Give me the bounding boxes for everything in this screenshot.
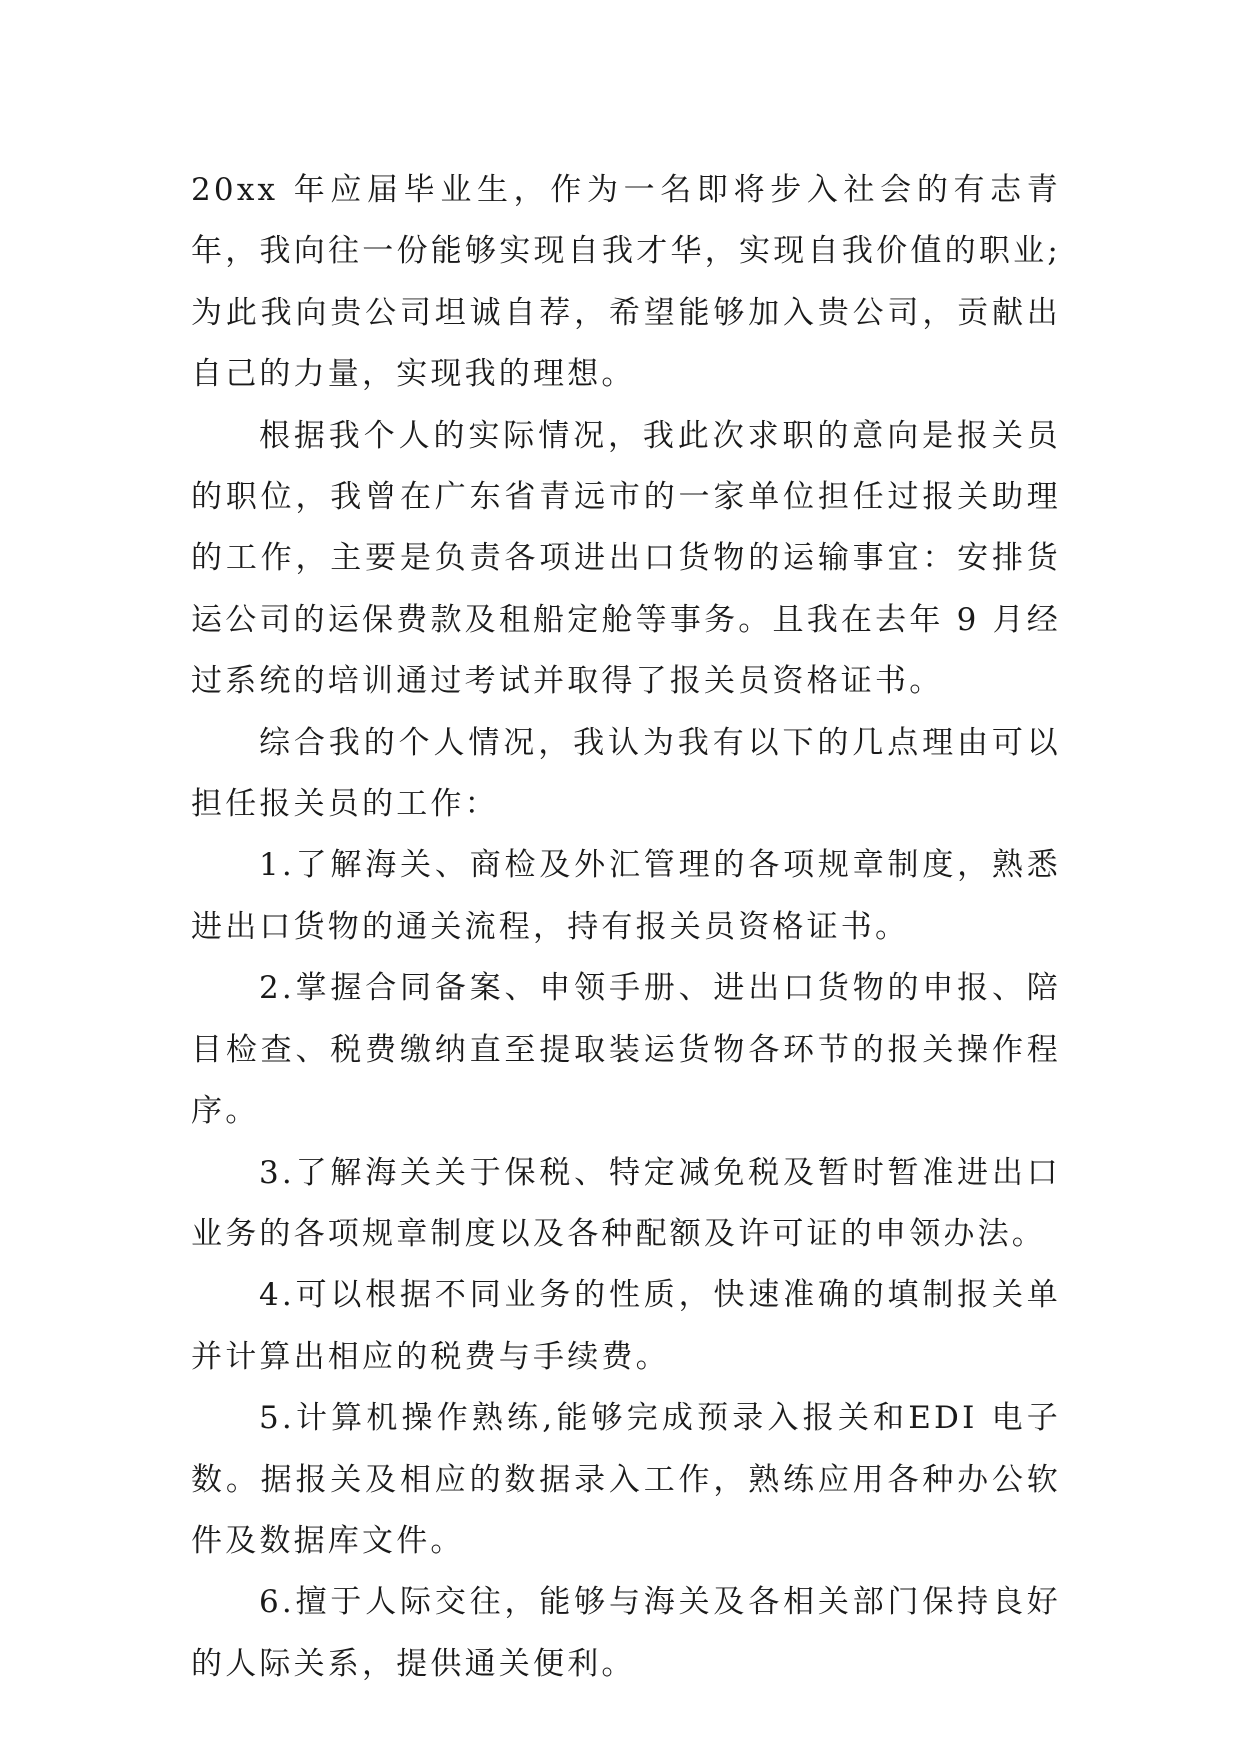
document-body [191, 160, 1061, 1695]
paragraph-job-intent: 根据我个人的实际情况，我此次求职的意向是报关员的职位，我曾在广东省青远市的一家单位担任过报关助理的工作，主要是负责各项进出口货物的运输事宜：安排货运公司的运保费款及租船定舱等事务。且我在去年 9 月经过系统的培训通过考试并取得了报关员资格证书。 [191, 417, 1061, 700]
list-item-5: 5.计算机操作熟练,能够完成预录入报关和EDI 电子数。据报关及相应的数据录入工作，熟练应用各种办公软件及数据库文件。 [191, 1400, 1061, 1559]
list-item-6: 6.擅于人际交往，能够与海关及各相关部门保持良好的人际关系，提供通关便利。 [191, 1584, 1061, 1682]
paragraph-reasons-intro: 综合我的个人情况，我认为我有以下的几点理由可以担任报关员的工作： [191, 724, 1061, 823]
paragraph-intro: 20xx 年应届毕业生，作为一名即将步入社会的有志青年，我向往一份能够实现自我才华，实现自我价值的职业;为此我向贵公司坦诚自荐，希望能够加入贵公司，贡献出自己的力量，实现我的理想。 [191, 172, 1061, 393]
list-item-1: 1.了解海关、商检及外汇管理的各项规章制度，熟悉进出口货物的通关流程，持有报关员资格证书。 [191, 847, 1061, 945]
list-item-3: 3.了解海关关于保税、特定减免税及暂时暂准进出口业务的各项规章制度以及各种配额及许可证的申领办法。 [191, 1154, 1061, 1252]
list-item-2: 2.掌握合同备案、申领手册、进出口货物的申报、陪目检查、税费缴纳直至提取装运货物各环节的报关操作程序。 [191, 970, 1061, 1130]
list-item-4: 4.可以根据不同业务的性质，快速准确的填制报关单并计算出相应的税费与手续费。 [191, 1277, 1061, 1375]
